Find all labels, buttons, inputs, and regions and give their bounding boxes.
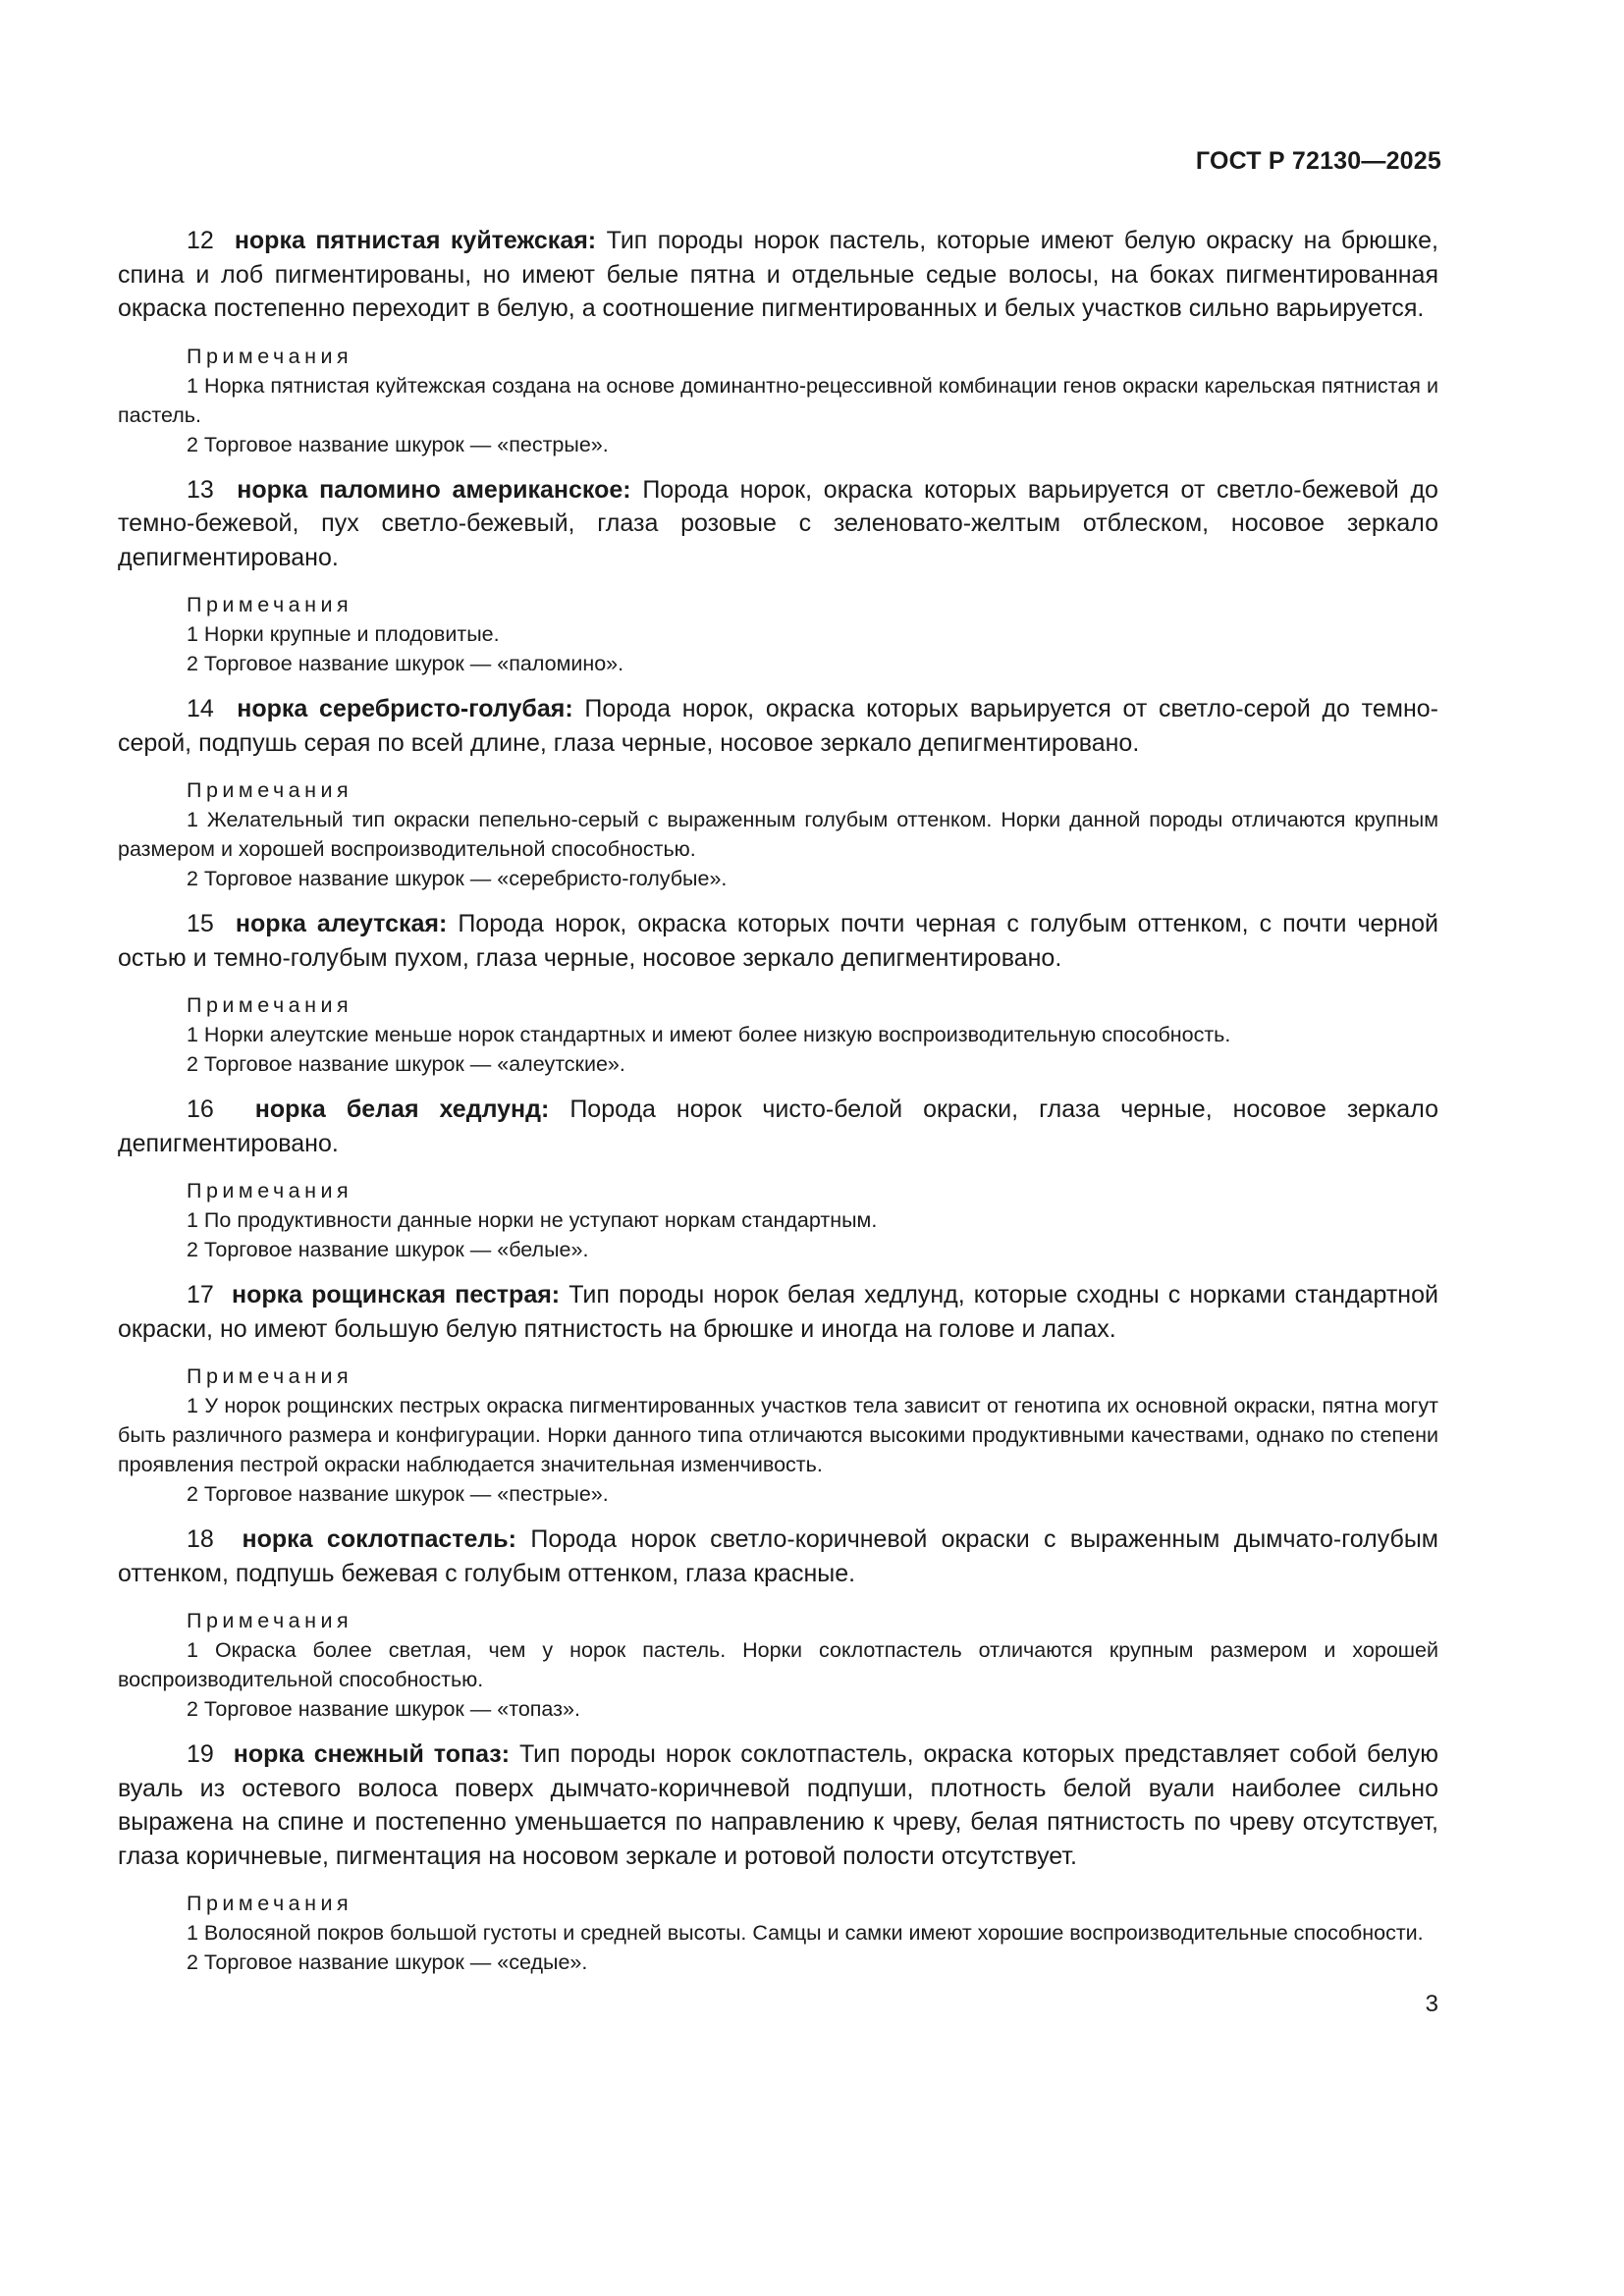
term-title: норка рощинская пестрая: [231,1281,561,1308]
notes-heading: Примечания [187,593,353,616]
notes-block [118,1176,1438,1264]
page-number: 3 [1425,1991,1438,2017]
term-title: норка паломино американское: [237,475,631,504]
term-title: норка соклотпастель: [242,1525,516,1553]
note-item: 2 Торговое название шкурок — «седые». [187,1950,588,1974]
term-definition: Тип породы норок белая хедлунд, которые сходны с норками стандартной окраски, но имеют большую белую пятнистость на брюшке и иногда на голове и лапах. [118,1281,1438,1343]
term-definition: Порода норок, окраска которых варьируется от светло-серой до темно-серой, подпушь серая по всей длине, глаза черные, носовое зеркало депигментировано. [118,695,1438,757]
term-entry [118,692,1438,760]
term-definition: Порода норок, окраска которых почти черная с голубым оттенком, с почти черной остью и темно-голубым пухом, глаза черные, носовое зеркало депигментировано. [118,910,1438,972]
notes-block [118,990,1438,1079]
term-number: 13 [187,475,214,504]
term-definition: Порода норок, окраска которых варьируется от светло-бежевой до темно-бежевой, пух светло-бежевый, глаза розовые с зеленовато-желтым отблеском, носовое зеркало депигментировано. [118,475,1438,571]
note-item: 2 Торговое название шкурок — «алеутские». [187,1052,625,1076]
term-definition: Порода норок чисто-белой окраски, глаза черные, носовое зеркало депигментировано. [118,1095,1438,1157]
term-definition: Тип породы норок соклотпастель, окраска которых представляет собой белую вуаль из остевого волоса поверх дымчато-коричневой подпуши, плотность белой вуали наиболее сильно выражена на спине и постепенно уменьшается по направлению к чреву, белая пятнистость по чреву отсутствует, глаза коричневые, пигментация на носовом зеркале и ротовой полости отсутствует. [118,1740,1438,1870]
notes-heading: Примечания [187,344,353,368]
term-entry [118,907,1438,975]
term-entry [118,1278,1438,1346]
term-title: норка алеутская: [235,910,448,937]
term-number: 15 [187,910,214,937]
terms-list [118,224,1438,1991]
term-title: норка пятнистая куйтежская: [234,227,597,254]
note-item: 1 Норки алеутские меньше норок стандартных и имеют более низкую воспроизводительную способность. [187,1023,1231,1046]
note-item: 2 Торговое название шкурок — «топаз». [187,1697,580,1721]
notes-block [118,775,1438,893]
note-item: 2 Торговое название шкурок — «паломино». [187,652,624,675]
term-number: 14 [187,695,214,722]
term-title: норка белая хедлунд: [254,1095,550,1123]
notes-heading: Примечания [187,1892,353,1915]
note-item: 1 Волосяной покров большой густоты и средней высоты. Самцы и самки имеют хорошие воспроизводительные способности. [187,1921,1424,1945]
term-number: 12 [187,227,214,254]
note-item: 1 По продуктивности данные норки не уступают норкам стандартным. [187,1208,878,1232]
term-entry [118,473,1438,575]
notes-heading: Примечания [187,1179,353,1202]
note-item: 1 Желательный тип окраски пепельно-серый с выраженным голубым оттенком. Норки данной породы отличаются крупным размером и хорошей воспроизводительной способностью. [118,808,1438,861]
note-item: 2 Торговое название шкурок — «пестрые». [187,1482,609,1506]
term-entry [118,1093,1438,1160]
term-number: 17 [187,1281,214,1308]
term-entry [118,224,1438,326]
term-title: норка серебристо-голубая: [237,695,573,722]
note-item: 2 Торговое название шкурок — «белые». [187,1238,589,1261]
note-item: 1 У норок рощинских пестрых окраска пигментированных участков тела зависит от генотипа их основной окраски, пятна могут быть различного размера и конфигурации. Норки данного типа отличаются высокими продуктивными качествами, однако по степени проявления пестрой окраски наблюдается значительная изменчивость. [118,1394,1438,1476]
note-item: 1 Норки крупные и плодовитые. [187,622,500,646]
term-title: норка снежный топаз: [233,1740,511,1768]
notes-block [118,342,1438,459]
notes-heading: Примечания [187,993,353,1017]
notes-block [118,590,1438,678]
notes-heading: Примечания [187,1609,353,1632]
note-item: 2 Торговое название шкурок — «пестрые». [187,432,609,456]
term-number: 16 [187,1095,214,1123]
notes-heading: Примечания [187,778,353,802]
note-item: 1 Окраска более светлая, чем у норок пастель. Норки соклотпастель отличаются крупным размером и хорошей воспроизводительной способностью. [118,1638,1438,1691]
term-number: 18 [187,1525,214,1553]
term-entry [118,1737,1438,1873]
notes-block [118,1606,1438,1724]
notes-heading: Примечания [187,1364,353,1388]
note-item: 2 Торговое название шкурок — «серебристо-голубые». [187,867,728,890]
term-definition: Тип породы норок пастель, которые имеют белую окраску на брюшке, спина и лоб пигментированы, но имеют белые пятна и отдельные седые волосы, на боках пигментированная окраска постепенно переходит в белую, а соотношение пигментированных и белых участков сильно варьируется. [118,227,1438,322]
term-definition: Порода норок светло-коричневой окраски с выраженным дымчато-голубым оттенком, подпушь бежевая с голубым оттенком, глаза красные. [118,1525,1438,1587]
note-item: 1 Норка пятнистая куйтежская создана на основе доминантно-рецессивной комбинации генов окраски карельская пятнистая и пастель. [118,373,1438,427]
term-number: 19 [187,1740,214,1768]
notes-block [118,1362,1438,1509]
notes-block [118,1889,1438,1977]
document-code: ГОСТ Р 72130—2025 [1195,147,1441,175]
term-entry [118,1522,1438,1590]
